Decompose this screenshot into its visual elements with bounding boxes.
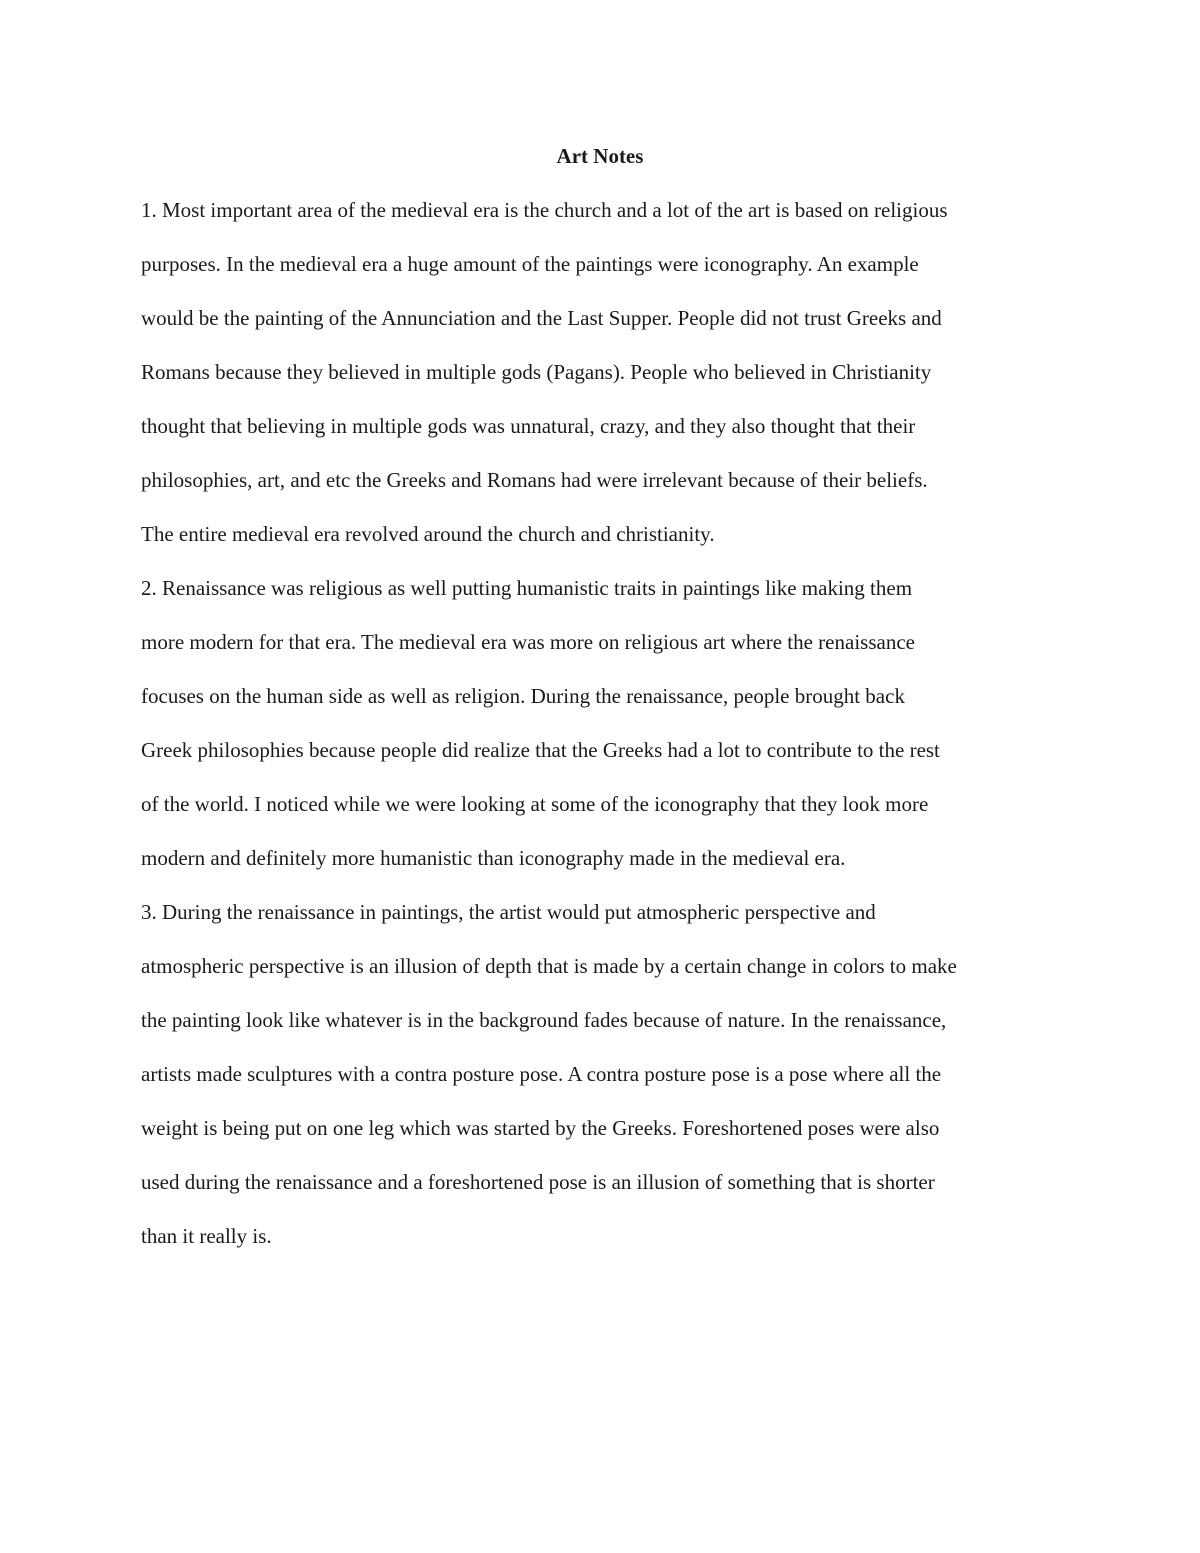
text-line: Greek philosophies because people did realize that the Greeks had a lot to contribute to the rest	[141, 738, 940, 762]
document-title: Art Notes	[556, 144, 644, 168]
text-line: philosophies, art, and etc the Greeks and Romans had were irrelevant because of their beliefs.	[141, 468, 928, 492]
text-line: of the world. I noticed while we were looking at some of the iconography that they look more	[141, 792, 929, 816]
text-line: 2. Renaissance was religious as well putting humanistic traits in paintings like making them	[141, 576, 913, 600]
text-line: would be the painting of the Annunciation and the Last Supper. People did not trust Greeks and	[141, 306, 942, 330]
text-line: than it really is.	[141, 1224, 272, 1248]
text-line: artists made sculptures with a contra posture pose. A contra posture pose is a pose where all the	[141, 1062, 942, 1086]
text-line: weight is being put on one leg which was started by the Greeks. Foreshortened poses were also	[141, 1116, 940, 1140]
text-line: thought that believing in multiple gods was unnatural, crazy, and they also thought that their	[141, 414, 916, 438]
text-line: 1. Most important area of the medieval era is the church and a lot of the art is based on religious	[141, 198, 948, 222]
text-line: the painting look like whatever is in the background fades because of nature. In the renaissance,	[141, 1008, 947, 1032]
text-line: atmospheric perspective is an illusion of depth that is made by a certain change in colors to make	[141, 954, 957, 978]
text-line: 3. During the renaissance in paintings, the artist would put atmospheric perspective and	[141, 900, 876, 924]
text-line: purposes. In the medieval era a huge amount of the paintings were iconography. An example	[141, 252, 919, 276]
text-line: focuses on the human side as well as religion. During the renaissance, people brought back	[141, 684, 905, 708]
text-line: Romans because they believed in multiple gods (Pagans). People who believed in Christianity	[141, 360, 932, 384]
text-line: modern and definitely more humanistic than iconography made in the medieval era.	[141, 846, 846, 870]
text-line: used during the renaissance and a foreshortened pose is an illusion of something that is shorter	[141, 1170, 935, 1194]
text-line: more modern for that era. The medieval era was more on religious art where the renaissance	[141, 630, 915, 654]
text-line: The entire medieval era revolved around the church and christianity.	[141, 522, 715, 546]
